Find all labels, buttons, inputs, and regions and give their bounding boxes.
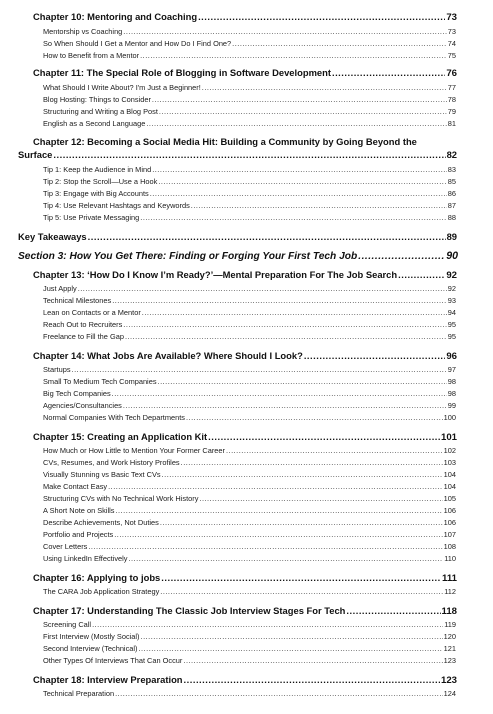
toc-page-number: 95 (447, 332, 456, 341)
toc-entry-title: What Should I Write About? I'm Just a Beginner! (43, 83, 201, 92)
dot-leader (186, 413, 443, 422)
toc-chapter-13[interactable] (33, 269, 457, 281)
toc-entry[interactable] (43, 401, 456, 410)
toc-chapter-title: Chapter 16: Applying to jobs (33, 572, 161, 583)
toc-page-number: 120 (443, 632, 456, 641)
toc-page-number: 105 (443, 494, 456, 503)
toc-entry-title: Technical Preparation (43, 689, 115, 698)
toc-entry-title: English as a Second Language (43, 119, 146, 128)
dot-leader (140, 51, 447, 60)
toc-page-number: 111 (442, 573, 457, 584)
toc-entry[interactable] (43, 165, 456, 174)
toc-page-number: 121 (443, 644, 456, 653)
toc-page-number: 92 (446, 270, 457, 281)
toc-page-number: 74 (447, 39, 456, 48)
toc-chapter-title: Chapter 13: ‘How Do I Know I’m Ready?’—Mental Preparation For The Job Search (33, 269, 398, 280)
toc-chapter-12-line1[interactable] (33, 136, 457, 147)
toc-page-number: 73 (446, 12, 457, 23)
toc-page-number: 103 (443, 458, 456, 467)
toc-entry[interactable] (43, 177, 456, 186)
toc-entry-title: How Much or How Little to Mention Your Former Career (43, 446, 225, 455)
toc-page-number: 89 (446, 231, 457, 242)
toc-chapter-title: Chapter 15: Creating an Application Kit (33, 431, 208, 442)
toc-page-number: 81 (447, 119, 456, 128)
toc-entry-title: Make Contact Easy (43, 482, 108, 491)
toc-entry-title: Mentorship vs Coaching (43, 27, 123, 36)
toc-entry[interactable] (43, 284, 456, 293)
toc-entry[interactable] (43, 83, 456, 92)
dot-leader (114, 530, 442, 539)
toc-entry-title: CVs, Resumes, and Work History Profiles (43, 458, 180, 467)
toc-entry[interactable] (43, 365, 456, 374)
toc-entry-title: Small To Medium Tech Companies (43, 377, 157, 386)
toc-page-number: 102 (443, 446, 456, 455)
toc-entry[interactable] (43, 332, 456, 341)
dot-leader (123, 27, 446, 36)
toc-entry-title: Tip 2: Stop the Scroll—Use a Hook (43, 177, 158, 186)
toc-entry-title: Structuring and Writing a Blog Post (43, 107, 158, 116)
toc-entry[interactable] (43, 308, 456, 317)
toc-page-number: 78 (447, 95, 456, 104)
toc-entry-title: Visually Stunning vs Basic Text CVs (43, 470, 161, 479)
toc-entry-title: Using LinkedIn Effectively (43, 554, 128, 563)
dot-leader (88, 231, 446, 242)
toc-chapter-17[interactable] (33, 605, 457, 617)
toc-entry[interactable] (43, 213, 456, 222)
toc-chapter-title: Chapter 17: Understanding The Classic Job Interview Stages For Tech (33, 605, 346, 616)
toc-page-number: 112 (444, 587, 456, 596)
toc-page-number: 92 (447, 284, 456, 293)
dot-leader (191, 201, 447, 210)
toc-page-number: 108 (443, 542, 456, 551)
toc-page-number: 76 (446, 68, 457, 79)
toc-page-number: 73 (447, 27, 456, 36)
toc-page-number: 96 (446, 351, 457, 362)
toc-chapter-18[interactable] (33, 674, 457, 686)
toc-page-number: 98 (447, 389, 456, 398)
dot-leader (208, 431, 440, 442)
toc-entry[interactable] (43, 189, 456, 198)
dot-leader (152, 95, 447, 104)
toc-entry-title: How to Benefit from a Mentor (43, 51, 140, 60)
dot-leader (160, 587, 443, 596)
toc-page-number: 123 (443, 656, 456, 665)
dot-leader (129, 554, 444, 563)
dot-leader (88, 542, 442, 551)
toc-chapter-11[interactable] (33, 67, 457, 79)
dot-leader (53, 149, 445, 160)
toc-page-number: 85 (447, 177, 456, 186)
toc-entry-title: Other Types Of Interviews That Can Occur (43, 656, 183, 665)
toc-entry-title: Tip 1: Keep the Audience in Mind (43, 165, 152, 174)
toc-page-number: 87 (447, 201, 456, 210)
toc-page-number: 97 (447, 365, 456, 374)
toc-entry[interactable] (43, 377, 456, 386)
toc-entry[interactable] (43, 554, 456, 563)
toc-chapter-title: Chapter 12: Becoming a Social Media Hit: Building a Community by Going Beyond the (33, 136, 417, 147)
dot-leader (140, 213, 447, 222)
dot-leader (78, 284, 447, 293)
toc-page-number: 106 (443, 518, 456, 527)
toc-entry[interactable] (43, 320, 456, 329)
dot-leader (183, 656, 442, 665)
dot-leader (398, 269, 445, 280)
toc-entry[interactable] (43, 458, 456, 467)
toc-entry[interactable] (43, 27, 456, 36)
toc-entry-title: Portfolio and Projects (43, 530, 114, 539)
dot-leader (141, 632, 443, 641)
toc-chapter-12-line2[interactable] (18, 149, 457, 160)
toc-entry[interactable] (43, 446, 456, 455)
toc-entry[interactable] (43, 51, 456, 60)
toc-chapter-14[interactable] (33, 350, 457, 362)
toc-entry[interactable] (43, 689, 456, 698)
toc-entry-title: Just Apply (43, 284, 77, 293)
toc-chapter-10[interactable] (33, 11, 457, 23)
dot-leader (160, 518, 443, 527)
toc-entry-title: Blog Hosting: Things to Consider (43, 95, 151, 104)
toc-entry-title: Freelance to Fill the Gap (43, 332, 124, 341)
toc-entry[interactable] (43, 296, 456, 305)
dot-leader (202, 83, 447, 92)
toc-page-number: 123 (440, 675, 457, 686)
dot-leader (158, 377, 447, 386)
toc-page-number: 100 (443, 413, 456, 422)
toc-entry[interactable] (43, 119, 456, 128)
dot-leader (72, 365, 447, 374)
toc-entry-title: A Short Note on Skills (43, 506, 115, 515)
toc-key-takeaways[interactable] (18, 231, 457, 242)
toc-page-number: 98 (447, 377, 456, 386)
toc-page-number: 95 (447, 320, 456, 329)
toc-chapter-title: Key Takeaways (18, 231, 87, 242)
toc-page-number: 118 (441, 606, 457, 617)
toc-chapter-title-continued: Surface (18, 149, 53, 160)
toc-entry[interactable] (43, 542, 456, 551)
dot-leader (332, 67, 445, 78)
toc-page-number: 94 (447, 308, 456, 317)
toc-section-3[interactable] (18, 250, 458, 262)
dot-leader (226, 446, 443, 455)
dot-leader (199, 494, 442, 503)
toc-entry-title: Technical Milestones (43, 296, 112, 305)
toc-page-number: 124 (443, 689, 456, 698)
toc-page-number: 101 (440, 432, 457, 443)
toc-page-number: 82 (446, 149, 457, 160)
toc-entry-title: Second Interview (Technical) (43, 644, 138, 653)
toc-entry-title: Lean on Contacts or a Mentor (43, 308, 141, 317)
toc-page-number: 90 (446, 250, 458, 262)
toc-entry-title: First Interview (Mostly Social) (43, 632, 140, 641)
toc-entry-title: Tip 3: Engage with Big Accounts (43, 189, 149, 198)
dot-leader (146, 119, 446, 128)
toc-entry[interactable] (43, 470, 456, 479)
dot-leader (125, 332, 447, 341)
dot-leader (112, 296, 447, 305)
toc-page-number: 104 (443, 482, 456, 491)
toc-entry[interactable] (43, 632, 456, 641)
dot-leader (138, 644, 442, 653)
dot-leader (142, 308, 447, 317)
toc-entry[interactable] (43, 644, 456, 653)
toc-page-number: 83 (447, 165, 456, 174)
toc-chapter-title: Chapter 11: The Special Role of Blogging in Software Development (33, 67, 331, 78)
dot-leader (358, 251, 445, 262)
toc-page-number: 104 (443, 470, 456, 479)
toc-page-number: 75 (447, 51, 456, 60)
dot-leader (112, 389, 447, 398)
toc-entry[interactable] (43, 107, 456, 116)
dot-leader (152, 165, 447, 174)
toc-entry-title: Agencies/Consultancies (43, 401, 122, 410)
toc-entry-title: Describe Achievements, Not Duties (43, 518, 159, 527)
dot-leader (346, 605, 440, 616)
toc-entry[interactable] (43, 587, 456, 596)
toc-entry-title: Big Tech Companies (43, 389, 111, 398)
toc-page-number: 88 (447, 213, 456, 222)
dot-leader (184, 674, 440, 685)
toc-entry[interactable] (43, 482, 456, 491)
toc-page-number: 110 (444, 554, 456, 563)
toc-page-number: 119 (444, 620, 456, 629)
toc-entry[interactable] (43, 530, 456, 539)
dot-leader (123, 320, 446, 329)
dot-leader (198, 11, 445, 22)
toc-page-number: 93 (447, 296, 456, 305)
toc-section-title: Section 3: How You Get There: Finding or Forging Your First Tech Job (18, 251, 358, 262)
toc-entry[interactable] (43, 518, 456, 527)
toc-entry-title: Tip 5: Use Private Messaging (43, 213, 140, 222)
toc-chapter-title: Chapter 18: Interview Preparation (33, 674, 183, 685)
dot-leader (158, 177, 446, 186)
toc-entry[interactable] (43, 413, 456, 422)
toc-chapter-title: Chapter 10: Mentoring and Coaching (33, 11, 198, 22)
dot-leader (108, 482, 443, 491)
toc-entry[interactable] (43, 620, 456, 629)
toc-entry-title: Screening Call (43, 620, 92, 629)
dot-leader (181, 458, 443, 467)
toc-chapter-16[interactable] (33, 572, 457, 584)
toc-entry-title: Tip 4: Use Relevant Hashtags and Keywords (43, 201, 190, 210)
toc-entry-title: Structuring CVs with No Technical Work History (43, 494, 199, 503)
dot-leader (115, 689, 443, 698)
dot-leader (161, 572, 441, 583)
toc-entry[interactable] (43, 201, 456, 210)
toc-entry-title: Reach Out to Recruiters (43, 320, 123, 329)
dot-leader (123, 401, 447, 410)
toc-entry[interactable] (43, 494, 456, 503)
toc-page-number: 107 (443, 530, 456, 539)
toc-entry-title: Startups (43, 365, 71, 374)
toc-page-number: 86 (447, 189, 456, 198)
toc-chapter-15[interactable] (33, 431, 457, 443)
dot-leader (92, 620, 443, 629)
toc-entry[interactable] (43, 389, 456, 398)
toc-entry[interactable] (43, 95, 456, 104)
toc-entry[interactable] (43, 39, 456, 48)
toc-page-number: 99 (447, 401, 456, 410)
toc-page-number: 77 (447, 83, 456, 92)
dot-leader (162, 470, 443, 479)
toc-page-number: 106 (443, 506, 456, 515)
toc-entry[interactable] (43, 656, 456, 665)
toc-entry[interactable] (43, 506, 456, 515)
toc-page-number: 79 (447, 107, 456, 116)
toc-entry-title: So When Should I Get a Mentor and How Do I Find One? (43, 39, 232, 48)
toc-entry-title: Cover Letters (43, 542, 88, 551)
dot-leader (232, 39, 447, 48)
dot-leader (115, 506, 442, 515)
dot-leader (150, 189, 447, 198)
dot-leader (159, 107, 447, 116)
toc-entry-title: Normal Companies With Tech Departments (43, 413, 185, 422)
toc-entry-title: The CARA Job Application Strategy (43, 587, 160, 596)
toc-chapter-title: Chapter 14: What Jobs Are Available? Where Should I Look? (33, 350, 303, 361)
dot-leader (304, 350, 446, 361)
